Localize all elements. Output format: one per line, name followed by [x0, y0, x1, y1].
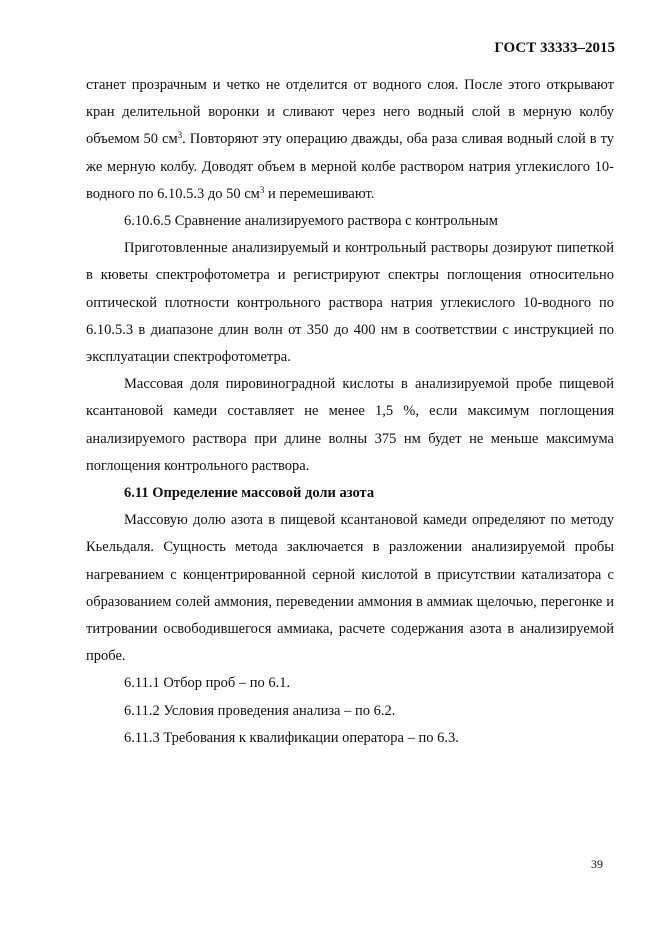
document-body — [86, 72, 614, 752]
superscript: 3 — [177, 130, 183, 141]
paragraph-kjeldahl: Массовую долю азота в пищевой ксантановой камеди определяют по методу Кьельдаля. Сущность метода заключается в разложении анализируемой пробы нагреванием с концентрированной серной кислотой в присутствии катализатора с образованием солей аммония, переведении аммония в аммиак щелочью, перегонке и титровании освободившегося аммиака, расчете содержания азота в анализируемой пробе. — [86, 512, 614, 665]
page-number: 39 — [591, 857, 603, 871]
paragraph-dosing: Приготовленные анализируемый и контрольный растворы дозируют пипеткой в кюветы спектрофотометра и регистрируют спектры поглощения относительно оптической плотности контрольного раствора натрия углекислого 10-водного по 6.10.5.3 в диапазоне длин волн от 350 до 400 нм в соответствии с инструкцией по эксплуатации спектрофотометра. — [86, 240, 614, 366]
item-6-11-2: 6.11.2 Условия проведения анализа – по 6.2. — [124, 702, 396, 719]
section-heading-6-11: 6.11 Определение массовой доли азота — [124, 485, 375, 502]
document-code-header: ГОСТ 33333–2015 — [494, 40, 615, 56]
paragraph-continuation — [86, 72, 614, 208]
paragraph-pyruvic-acid: Массовая доля пировиноградной кислоты в анализируемой пробе пищевой ксантановой камеди составляет не менее 1,5 %, если максимум поглощения анализируемого раствора при длине волны 375 нм будет не меньше максимума поглощения контрольного раствора. — [86, 376, 614, 474]
superscript: 3 — [259, 184, 265, 195]
item-6-11-3: 6.11.3 Требования к квалификации оператора – по 6.3. — [124, 729, 459, 746]
paragraph-text-part: и перемешивают. — [264, 185, 375, 202]
subsection-heading-6-10-6-5: 6.10.6.5 Сравнение анализируемого раствора с контрольным — [124, 213, 498, 230]
item-6-11-1: 6.11.1 Отбор проб – по 6.1. — [124, 675, 291, 692]
paragraph-text-part: станет прозрачным и четко не отделится от водного слоя. После этого открывают кран делительной воронки и сливают через него водный слой в мерную колбу объемом 50 см — [86, 77, 614, 148]
paragraph-text-part: . Повторяют эту операцию дважды, оба раза сливая водный слой в ту же мерную колбу. Доводят объем в мерной колбе раствором натрия углекислого 10-водного по 6.10.5.3 до 50 см — [86, 131, 614, 202]
